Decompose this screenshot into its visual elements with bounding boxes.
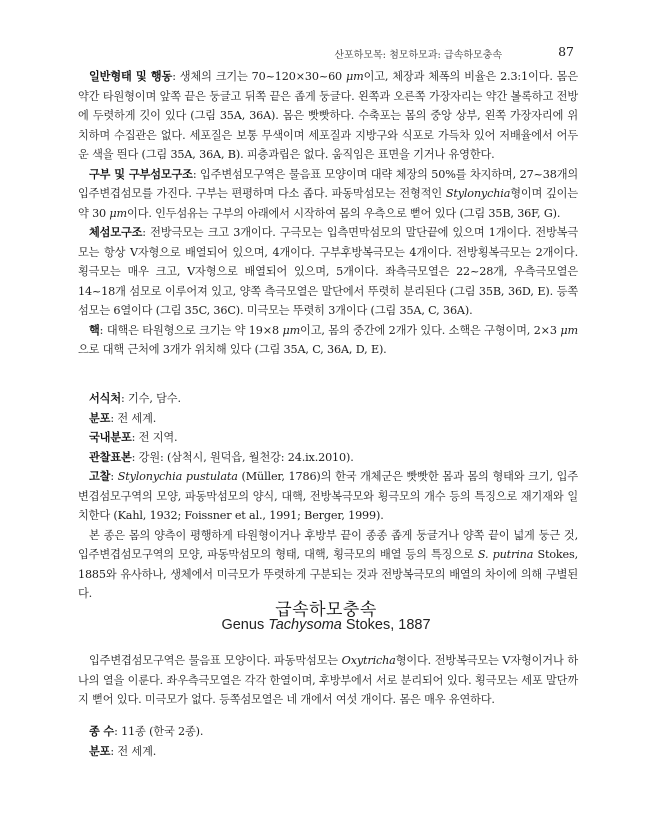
remarks-paragraph-2: 본 종은 몸의 양측이 평행하게 타원형이거나 후방부 끝이 종종 좁게 둥글거나 양쪽 끝이 넓게 둥근 것, 입주변겹섬모구역의 모양, 파동막섬모의 형태, 대핵, 횡극모의 배열 등의 특징으로 S. putrina Stokes, 1885와 유사하나, 생체에서 미극모가 뚜렷하게 구분되는 것과 전방복극모의 배열의 차이에 의해 구별된다. (78, 528, 578, 600)
korean-distribution-line: 국내분포: 전 지역. (89, 430, 178, 444)
genus-distribution-line: 분포: 전 세계. (89, 743, 157, 758)
running-title: 산포하모목: 첨모하모과: 급속하모충속 (334, 50, 502, 61)
genus-title: 급속하모충속 (275, 600, 377, 620)
genus-description (78, 651, 578, 710)
somatic-label: 체섬모구조 (89, 225, 143, 239)
nucleus-paragraph: 핵: 대핵은 타원형으로 크기는 약 19×8 μm이고, 몸의 중간에 2개가 있다. 소핵은 구형이며, 2×3 μm으로 대핵 근처에 3개가 위치해 있다 (그림 35A, C, 36A, D, E). (78, 322, 578, 356)
somatic-paragraph: 체섬모구조: 전방극모는 크고 3개이다. 구극모는 입측면막섬모의 말단끝에 있으며 1개이다. 전방복극모는 항상 V자형으로 배열되어 있으며, 4개이다. 구부후방복극모는 4개이다. 전방횡복극모는 2개이다. 횡극모는 매우 크고, V자형으로 배열되어 있으며, 5개이다. 좌측극모열은 22~28개, 우측극모열은 14~18개 섬모로 이루어져 있고, 양쪽 측극모열은 말단에서 뚜렷히 분리된다 (그림 35B, 36D, E). 등쪽섬모는 6열이다 (그림 35C, 36C). 미극모는 뚜렷히 3개이다 (그림 35A, C, 36A). (78, 225, 578, 317)
info-section (78, 389, 578, 604)
running-header (0, 44, 652, 60)
oral-paragraph: 구부 및 구부섬모구조: 입주변섬모구역은 물음표 모양이며 대략 체장의 50%를 차지하며, 27~38개의 입주변겹섬모를 가진다. 구부는 편평하며 다소 좁다. 파동막섬모는 전형적인 Stylonychia형이며 깊이는 약 30 μm이다. 인두섬유는 구부의 아래에서 시작하여 몸의 우측으로 뻗어 있다 (그림 35B, 36F, G). (78, 166, 579, 220)
page-number: 87 (558, 44, 574, 59)
general-label: 일반형태 및 행동 (89, 69, 173, 83)
species-count-line: 종 수: 11종 (한국 2종). (89, 724, 204, 738)
specimen-line: 관찰표본: 강원: (삼척시, 원덕읍, 월천강: 24.ix.2010). (89, 449, 354, 464)
genus-paragraph: 입주변겹섬모구역은 물음표 모양이다. 파동막섬모는 Oxytricha형이다. 전방복극모는 V자형이거나 하나의 열을 이룬다. 좌우측극모열은 각각 한열이며, 후방부에서 서로 분리되어 있다. 횡극모는 세포 말단까지 뻗어 있다. 미극모가 없다. 등쪽섬모열은 네 개에서 여섯 개이다. 몸은 매우 유연하다. (78, 654, 578, 706)
distribution-line: 분포: 전 세계. (89, 410, 157, 425)
remarks-paragraph: 고찰: Stylonychia pustulata (Müller, 1786)의 한국 개체군은 빳빳한 몸과 몸의 형태와 크기, 입주변겹섬모구역의 모양, 파동막섬모의 양식, 대핵, 전방복극모와 횡극모의 개수 등의 특징으로 재기재와 일치한다 (Kahl, 1932; Foissner et al., 1991; Berger, 1999). (78, 469, 578, 522)
genus-subtitle: Genus Tachysoma Stokes, 1887 (221, 617, 431, 633)
oral-label: 구부 및 구부섬모구조 (89, 166, 193, 181)
habitat-line: 서식처: 기수, 담수. (89, 391, 181, 405)
morphology-section (78, 67, 578, 360)
general-paragraph: 일반형태 및 행동: 생체의 크기는 70~120×30~60 μm이고, 체장과 체폭의 비율은 2.3:1이다. 몸은 약간 타원형이며 앞쪽 끝은 둥글고 뒤쪽 끝은 좁게 둥글다. 왼쪽과 오른쪽 가장자리는 약간 볼록하고 전방에 두렷하게 깃이 있다 (그림 35A, 36A). 몸은 빳빳하다. 수축포는 몸의 중앙 상부, 왼쪽 가장자리에 위치하며 수집관은 없다. 세포질은 보통 무색이며 세포질과 지방구와 식포로 가득차 있어 저배율에서 어두운 색을 띈다 (그림 35A, 36A, B). 피층과립은 없다. 움직임은 표면을 기거나 유영한다. (78, 69, 578, 161)
genus-info (78, 722, 578, 761)
nucleus-label: 핵 (89, 322, 100, 337)
